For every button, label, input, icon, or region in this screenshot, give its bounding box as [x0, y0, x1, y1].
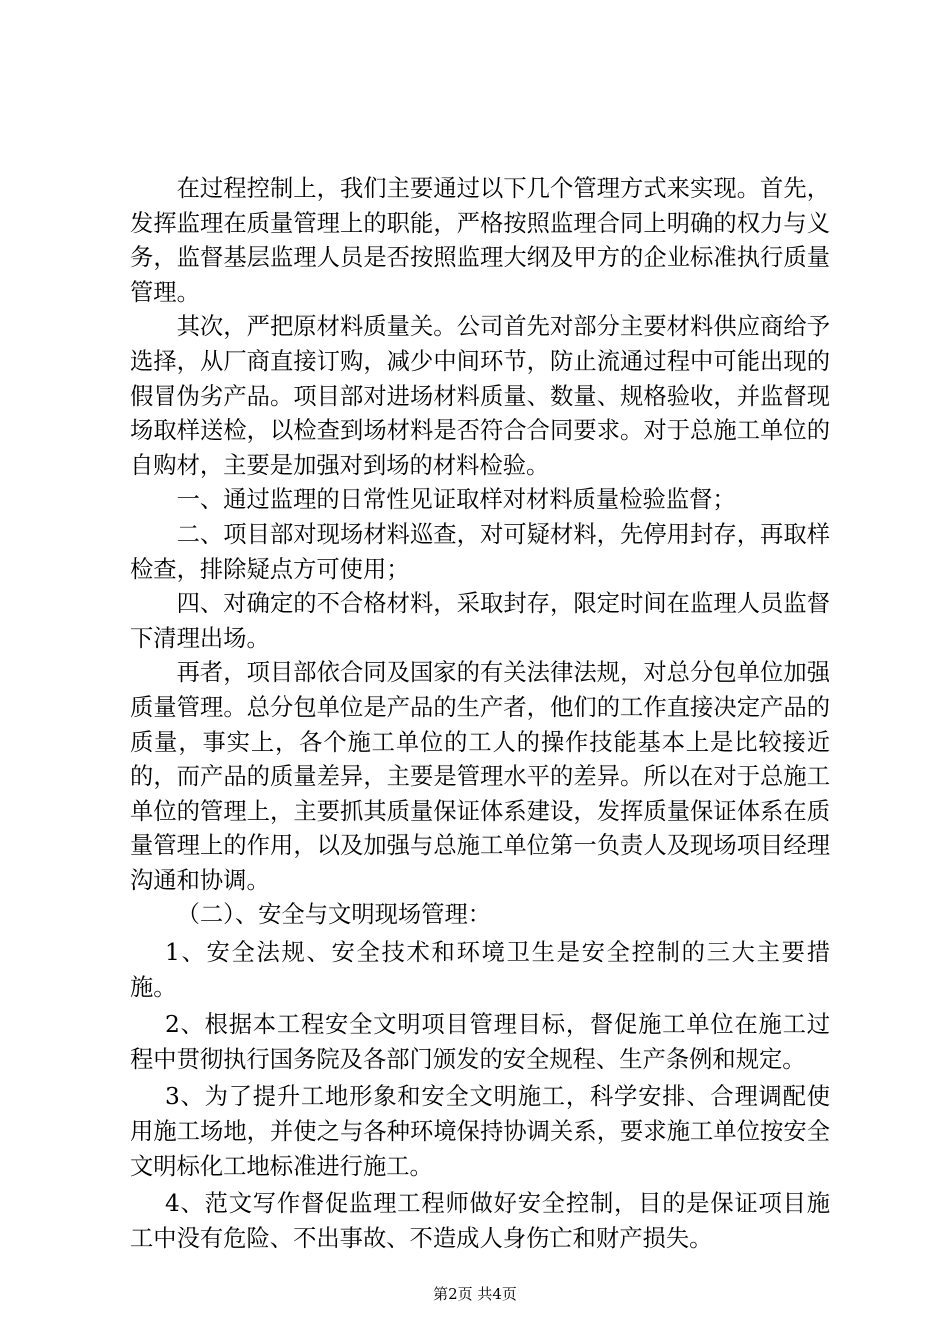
list-item-inspection: 二、项目部对现场材料巡查，对可疑材料，先停用封存，再取样检查，排除疑点方可使用；: [130, 520, 830, 583]
list-item-safety-4: 4、范文写作督促监理工程师做好安全控制，目的是保证项目施工中没有危险、不出事故、不造成人身伤亡和财产损失。: [130, 1190, 830, 1252]
list-item-sampling: 一、通过监理的日常性见证取样对材料质量检验监督；: [176, 486, 736, 514]
list-item-safety-3: 3、为了提升工地形象和安全文明施工，科学安排、合理调配使用施工场地，并使之与各种环境保持协调关系，要求施工单位按安全文明标化工地标准进行施工。: [130, 1083, 830, 1180]
list-item-nonconforming: 四、对确定的不合格材料，采取封存，限定时间在监理人员监督下清理出场。: [130, 590, 830, 652]
paragraph-subcontractor-management: 再者，项目部依合同及国家的有关法律法规，对总分包单位加强质量管理。总分包单位是产品的生产者，他们的工作直接决定产品的质量，事实上，各个施工单位的工人的操作技能基本上是比较接近的，而产品的质量差异，主要是管理水平的差异。所以在对于总施工单位的管理上，主要抓其质量保证体系建设，发挥质量保证体系在质量管理上的作用，以及加强与总施工单位第一负责人及现场项目经理沟通和协调。: [130, 659, 830, 894]
paragraph-raw-materials: 其次，严把原材料质量关。公司首先对部分主要材料供应商给予选择，从厂商直接订购，减少中间环节，防止流通过程中可能出现的假冒伪劣产品。项目部对进场材料质量、数量、规格验收，并监督现场取样送检，以检查到场材料是否符合合同要求。对于总施工单位的自购材，主要是加强对到场的材料检验。: [130, 313, 830, 479]
paragraph-process-control: 在过程控制上，我们主要通过以下几个管理方式来实现。首先，发挥监理在质量管理上的职能，严格按照监理合同上明确的权力与义务，监督基层监理人员是否按照监理大纲及甲方的企业标准执行质量管理。: [130, 175, 830, 306]
list-item-safety-2: 2、根据本工程安全文明项目管理目标，督促施工单位在施工过程中贯彻执行国务院及各部门颁发的安全规程、生产条例和规定。: [130, 1011, 830, 1073]
section-heading-safety: （二）、安全与文明现场管理：: [176, 901, 492, 929]
list-item-safety-1: 1、安全法规、安全技术和环境卫生是安全控制的三大主要措施。: [130, 939, 830, 1001]
page-number-footer: 第2页 共4页: [433, 1285, 517, 1303]
document-body: [130, 172, 830, 1256]
